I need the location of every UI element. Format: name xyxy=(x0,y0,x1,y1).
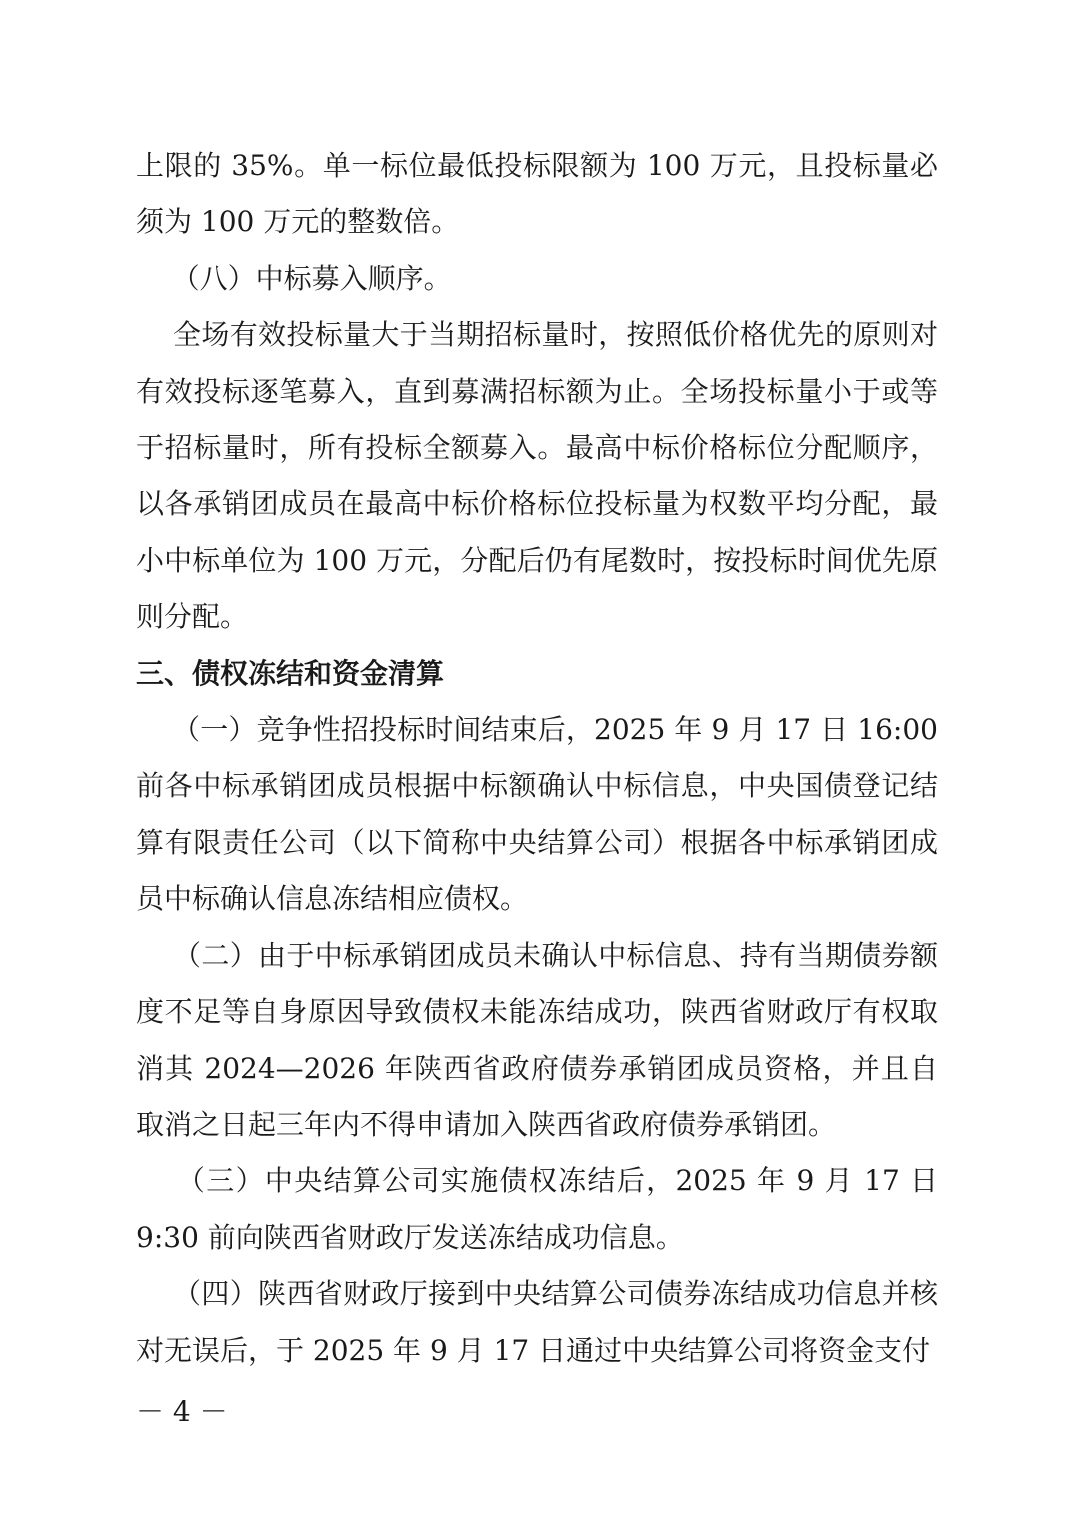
paragraph-item-3: （三）中央结算公司实施债权冻结后，2025 年 9 月 17 日 9:30 前向陕西省财政厅发送冻结成功信息。 xyxy=(136,1164,947,1254)
paragraph-item-1: （一）竞争性招投标时间结束后，2025 年 9 月 17 日 16:00 前各中标承销团成员根据中标额确认中标信息，中央国债登记结算有限责任公司（以下简称中央结算公司）根据各中标承销团成员中标确认信息冻结相应债权。 xyxy=(136,713,947,916)
document-body xyxy=(136,138,947,1379)
paragraph-item-4: （四）陕西省财政厅接到中央结算公司债券冻结成功信息并核对无误后，于 2025 年 9 月 17 日通过中央结算公司将资金支付 xyxy=(136,1277,938,1367)
paragraph-item-2: （二）由于中标承销团成员未确认中标信息、持有当期债券额度不足等自身原因导致债权未能冻结成功，陕西省财政厅有权取消其 2024—2026 年陕西省政府债券承销团成员资格，并且自取消之日起三年内不得申请加入陕西省政府债券承销团。 xyxy=(136,938,938,1141)
page-number: － 4 － xyxy=(136,1395,228,1428)
section-heading-3: 三、债权冻结和资金清算 xyxy=(136,656,445,690)
paragraph-continuation: 上限的 35%。单一标位最低投标限额为 100 万元，且投标量必须为 100 万元的整数倍。 xyxy=(136,149,938,239)
subsection-heading-8: （八）中标募入顺序。 xyxy=(136,261,452,295)
paragraph-bid-allocation: 全场有效投标量大于当期招标量时，按照低价格优先的原则对有效投标逐笔募入，直到募满招标额为止。全场投标量小于或等于招标量时，所有投标全额募入。最高中标价格标位分配顺序，以各承销团成员在最高中标价格标位投标量为权数平均分配，最小中标单位为 100 万元，分配后仍有尾数时，按投标时间优先原则分配。 xyxy=(136,318,938,634)
